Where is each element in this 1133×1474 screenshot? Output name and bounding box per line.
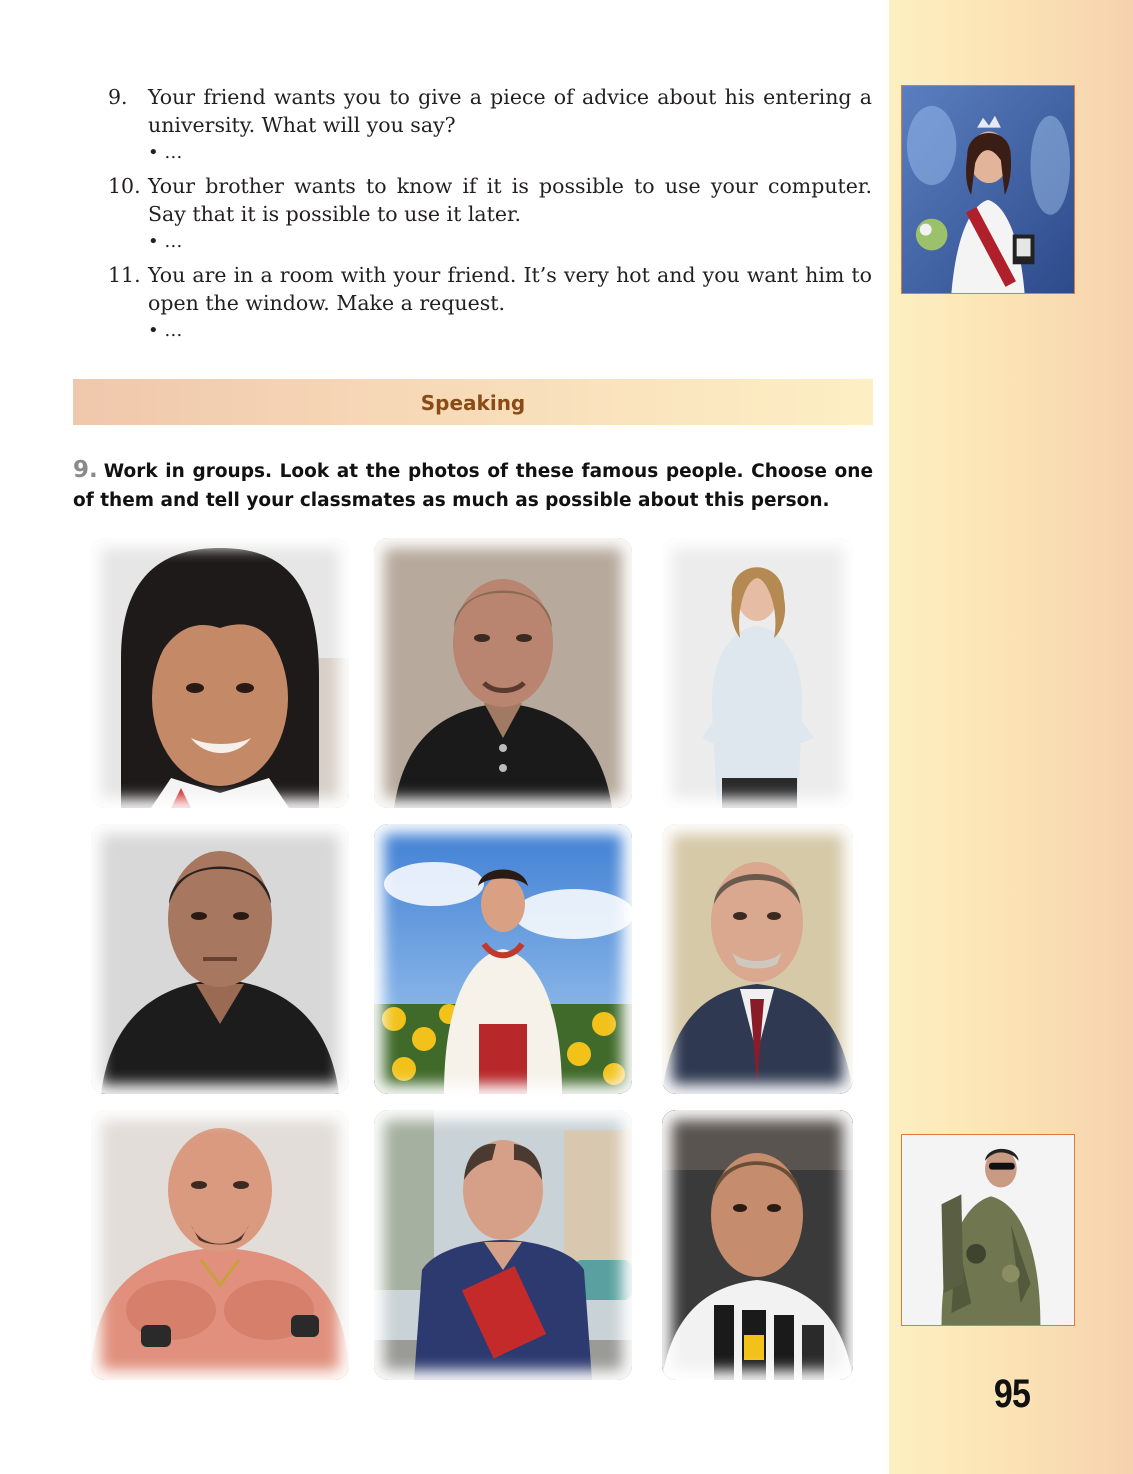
photo-folk-singer-sunflowers <box>374 824 632 1094</box>
photo-older-man-suit <box>662 824 853 1094</box>
task-text: You are in a room with your friend. It’s very hot and you want him to open the window. Make a request. <box>148 263 872 315</box>
photo-footballer-interview <box>662 1110 853 1380</box>
task-answer-bullet: • … <box>148 231 183 252</box>
task-text: Your brother wants to know if it is possible to use your computer. Say that it is possible to use it later. <box>148 174 872 226</box>
task-number: 11. <box>108 263 141 287</box>
task-number: 9. <box>108 85 128 109</box>
sidebar-photo-beauty-queen <box>901 85 1075 294</box>
task-text: Your friend wants you to give a piece of advice about his entering a university. What will you say? <box>148 85 872 137</box>
task-number: 10. <box>108 174 141 198</box>
task-item-9 <box>108 83 872 167</box>
photo-boxer-black-shirt <box>91 824 349 1094</box>
exercise-instruction <box>73 456 873 515</box>
photo-woman-white-blouse <box>662 538 853 808</box>
task-answer-bullet: • … <box>148 142 183 163</box>
photo-singer-woman-dark-hair <box>91 538 349 808</box>
page-number: 95 <box>993 1372 1031 1416</box>
sidebar-photo-soldier <box>901 1134 1075 1326</box>
task-answer-bullet: • … <box>148 320 183 341</box>
task-item-11 <box>108 261 872 345</box>
photo-man-black-shirt <box>374 538 632 808</box>
exercise-text: Work in groups. Look at the photos of these famous people. Choose one of them and tell your classmates as much as possible about this person. <box>73 461 873 511</box>
section-heading-speaking: Speaking <box>73 379 873 425</box>
photo-strongman-shirtless <box>91 1110 349 1380</box>
photo-man-holding-book <box>374 1110 632 1380</box>
exercise-number: 9. <box>73 457 98 483</box>
task-item-10 <box>108 172 872 256</box>
